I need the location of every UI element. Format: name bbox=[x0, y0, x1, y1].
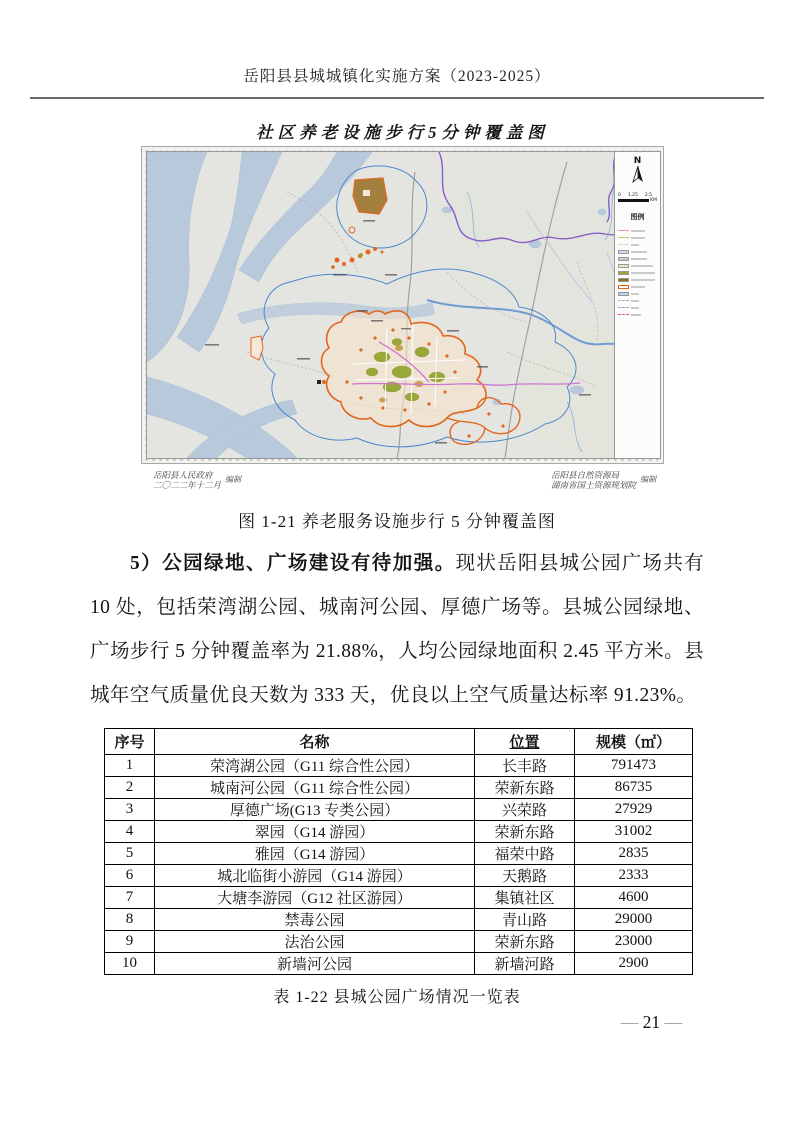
legend-swatch bbox=[618, 230, 629, 232]
legend-swatch bbox=[618, 237, 629, 239]
legend-swatch bbox=[618, 257, 629, 261]
table-cell: 2333 bbox=[575, 865, 693, 887]
table-cell: 城南河公园（G11 综合性公园） bbox=[155, 777, 475, 799]
legend-label bbox=[631, 265, 653, 267]
map-figure bbox=[141, 119, 664, 493]
credit-right-line2: 湖南省国土资源规划院 bbox=[550, 480, 636, 490]
compass-needle-icon bbox=[631, 166, 645, 184]
credit-left-line2: 二〇二二年十二月 bbox=[153, 480, 222, 490]
table-cell: 2 bbox=[105, 777, 155, 799]
legend-label bbox=[631, 258, 647, 260]
table-cell: 禁毒公园 bbox=[155, 909, 475, 931]
page-number bbox=[621, 1012, 682, 1033]
legend-item bbox=[618, 255, 657, 262]
map-decorative-border bbox=[141, 146, 664, 464]
legend-label bbox=[631, 307, 639, 309]
credit-left-line1: 岳阳县人民政府 bbox=[153, 470, 213, 480]
table-cell: 城北临街小游园（G14 游园） bbox=[155, 865, 475, 887]
table-cell: 6 bbox=[105, 865, 155, 887]
legend-item bbox=[618, 311, 657, 318]
map-graphic bbox=[147, 152, 660, 458]
legend-item bbox=[618, 269, 657, 276]
table-cell: 大塘李游园（G12 社区游园） bbox=[155, 887, 475, 909]
legend-swatch bbox=[618, 250, 629, 254]
table-row bbox=[105, 799, 693, 821]
table-row bbox=[105, 865, 693, 887]
table-cell: 集镇社区 bbox=[475, 887, 575, 909]
legend-item bbox=[618, 276, 657, 283]
legend-label bbox=[631, 286, 645, 288]
table-caption: 表 1-22 县城公园广场情况一览表 bbox=[273, 989, 521, 1006]
table-cell: 86735 bbox=[575, 777, 693, 799]
table-header-row bbox=[105, 729, 693, 755]
credit-right-suffix: 编制 bbox=[640, 475, 656, 484]
legend-label bbox=[631, 279, 655, 281]
parks-table bbox=[104, 728, 693, 975]
column-header: 规模（㎡） bbox=[575, 729, 693, 755]
legend-items bbox=[618, 227, 657, 318]
table-row bbox=[105, 931, 693, 953]
legend-swatch bbox=[618, 307, 629, 308]
table-cell: 法治公园 bbox=[155, 931, 475, 953]
legend-item bbox=[618, 234, 657, 241]
page-number-dash-left: — bbox=[620, 1012, 639, 1032]
legend-item bbox=[618, 248, 657, 255]
legend-swatch bbox=[618, 300, 629, 301]
legend-item bbox=[618, 290, 657, 297]
map-legend-panel bbox=[614, 152, 660, 458]
table-cell: 23000 bbox=[575, 931, 693, 953]
legend-swatch bbox=[618, 278, 629, 282]
legend-item bbox=[618, 262, 657, 269]
table-cell: 新墙河公园 bbox=[155, 953, 475, 975]
table-cell: 7 bbox=[105, 887, 155, 909]
legend-item bbox=[618, 283, 657, 290]
paragraph-lead: 5）公园绿地、广场建设有待加强。 bbox=[129, 553, 456, 574]
table-cell: 9 bbox=[105, 931, 155, 953]
table-cell: 雅园（G14 游园） bbox=[155, 843, 475, 865]
table-cell: 荣湾湖公园（G11 综合性公园） bbox=[155, 755, 475, 777]
legend-item bbox=[618, 241, 657, 248]
scale-bar bbox=[618, 193, 657, 203]
table-cell: 8 bbox=[105, 909, 155, 931]
figure-caption: 图 1-21 养老服务设施步行 5 分钟覆盖图 bbox=[238, 512, 556, 531]
legend-swatch bbox=[618, 314, 629, 315]
legend-swatch bbox=[618, 285, 629, 289]
table-cell: 27929 bbox=[575, 799, 693, 821]
map-credits bbox=[141, 464, 664, 493]
body-paragraph bbox=[90, 542, 704, 718]
table-cell: 5 bbox=[105, 843, 155, 865]
table-cell: 10 bbox=[105, 953, 155, 975]
legend-label bbox=[631, 314, 641, 316]
table-cell: 2900 bbox=[575, 953, 693, 975]
table-row bbox=[105, 953, 693, 975]
scale-unit: KM bbox=[650, 198, 657, 203]
table-cell: 3 bbox=[105, 799, 155, 821]
legend-label bbox=[631, 251, 647, 253]
table-row bbox=[105, 821, 693, 843]
legend-item bbox=[618, 227, 657, 234]
north-label: N bbox=[633, 156, 642, 166]
credit-right bbox=[551, 467, 656, 493]
map-frame bbox=[146, 151, 661, 459]
legend-label bbox=[631, 272, 655, 274]
table-cell: 新墙河路 bbox=[475, 953, 575, 975]
table-cell: 791473 bbox=[575, 755, 693, 777]
table-cell: 31002 bbox=[575, 821, 693, 843]
table-row bbox=[105, 887, 693, 909]
table-cell: 荣新东路 bbox=[475, 777, 575, 799]
table-row bbox=[105, 755, 693, 777]
table-cell: 1 bbox=[105, 755, 155, 777]
table-row bbox=[105, 909, 693, 931]
legend-item bbox=[618, 297, 657, 304]
document-title: 岳阳县县城城镇化实施方案（2023-2025） bbox=[243, 68, 551, 85]
credit-left bbox=[153, 467, 241, 493]
credit-left-suffix: 编制 bbox=[225, 475, 242, 484]
column-header: 位置 bbox=[475, 729, 575, 755]
table-cell: 2835 bbox=[575, 843, 693, 865]
north-arrow bbox=[618, 157, 657, 188]
page-number-dash-right: — bbox=[664, 1012, 682, 1032]
table-row bbox=[105, 777, 693, 799]
legend-label bbox=[631, 237, 645, 239]
page-header bbox=[30, 0, 764, 99]
scale-bar-line bbox=[618, 199, 649, 202]
table-cell: 青山路 bbox=[475, 909, 575, 931]
scale-ticks: 0 1.25 2.5 bbox=[618, 193, 652, 198]
legend-label bbox=[631, 230, 645, 232]
legend-label bbox=[631, 293, 639, 295]
map-title: 社区养老设施步行5分钟覆盖图 bbox=[256, 123, 549, 142]
column-header: 序号 bbox=[105, 729, 155, 755]
table-cell: 福荣中路 bbox=[475, 843, 575, 865]
table-cell: 翠园（G14 游园） bbox=[155, 821, 475, 843]
credit-right-line1: 岳阳县自然资源局 bbox=[550, 470, 619, 480]
table-cell: 4600 bbox=[575, 887, 693, 909]
table-cell: 4 bbox=[105, 821, 155, 843]
table-cell: 天鹅路 bbox=[475, 865, 575, 887]
column-header: 名称 bbox=[155, 729, 475, 755]
table-cell: 荣新东路 bbox=[475, 821, 575, 843]
table-cell: 兴荣路 bbox=[475, 799, 575, 821]
page-number-value: 21 bbox=[642, 1012, 661, 1032]
legend-item bbox=[618, 304, 657, 311]
table-cell: 厚德广场(G13 专类公园） bbox=[155, 799, 475, 821]
legend-swatch bbox=[618, 244, 629, 246]
legend-label bbox=[631, 244, 639, 246]
legend-label bbox=[631, 300, 639, 302]
table-cell: 长丰路 bbox=[475, 755, 575, 777]
legend-swatch bbox=[618, 271, 629, 275]
legend-title: 图例 bbox=[630, 213, 645, 221]
legend-swatch bbox=[618, 264, 629, 268]
table-cell: 29000 bbox=[575, 909, 693, 931]
table-row bbox=[105, 843, 693, 865]
table-cell: 荣新东路 bbox=[475, 931, 575, 953]
legend-swatch bbox=[618, 292, 629, 296]
paragraph-body: 现状岳阳县城公园广场共有 10 处，包括荣湾湖公园、城南河公园、厚德广场等。县城公园绿地、广场步行 5 分钟覆盖率为 21.88%，人均公园绿地面积 2.45 平方米。县城年空气质量优良天数为 333 天，优良以上空气质量达标率 91.23%。 bbox=[90, 553, 704, 706]
